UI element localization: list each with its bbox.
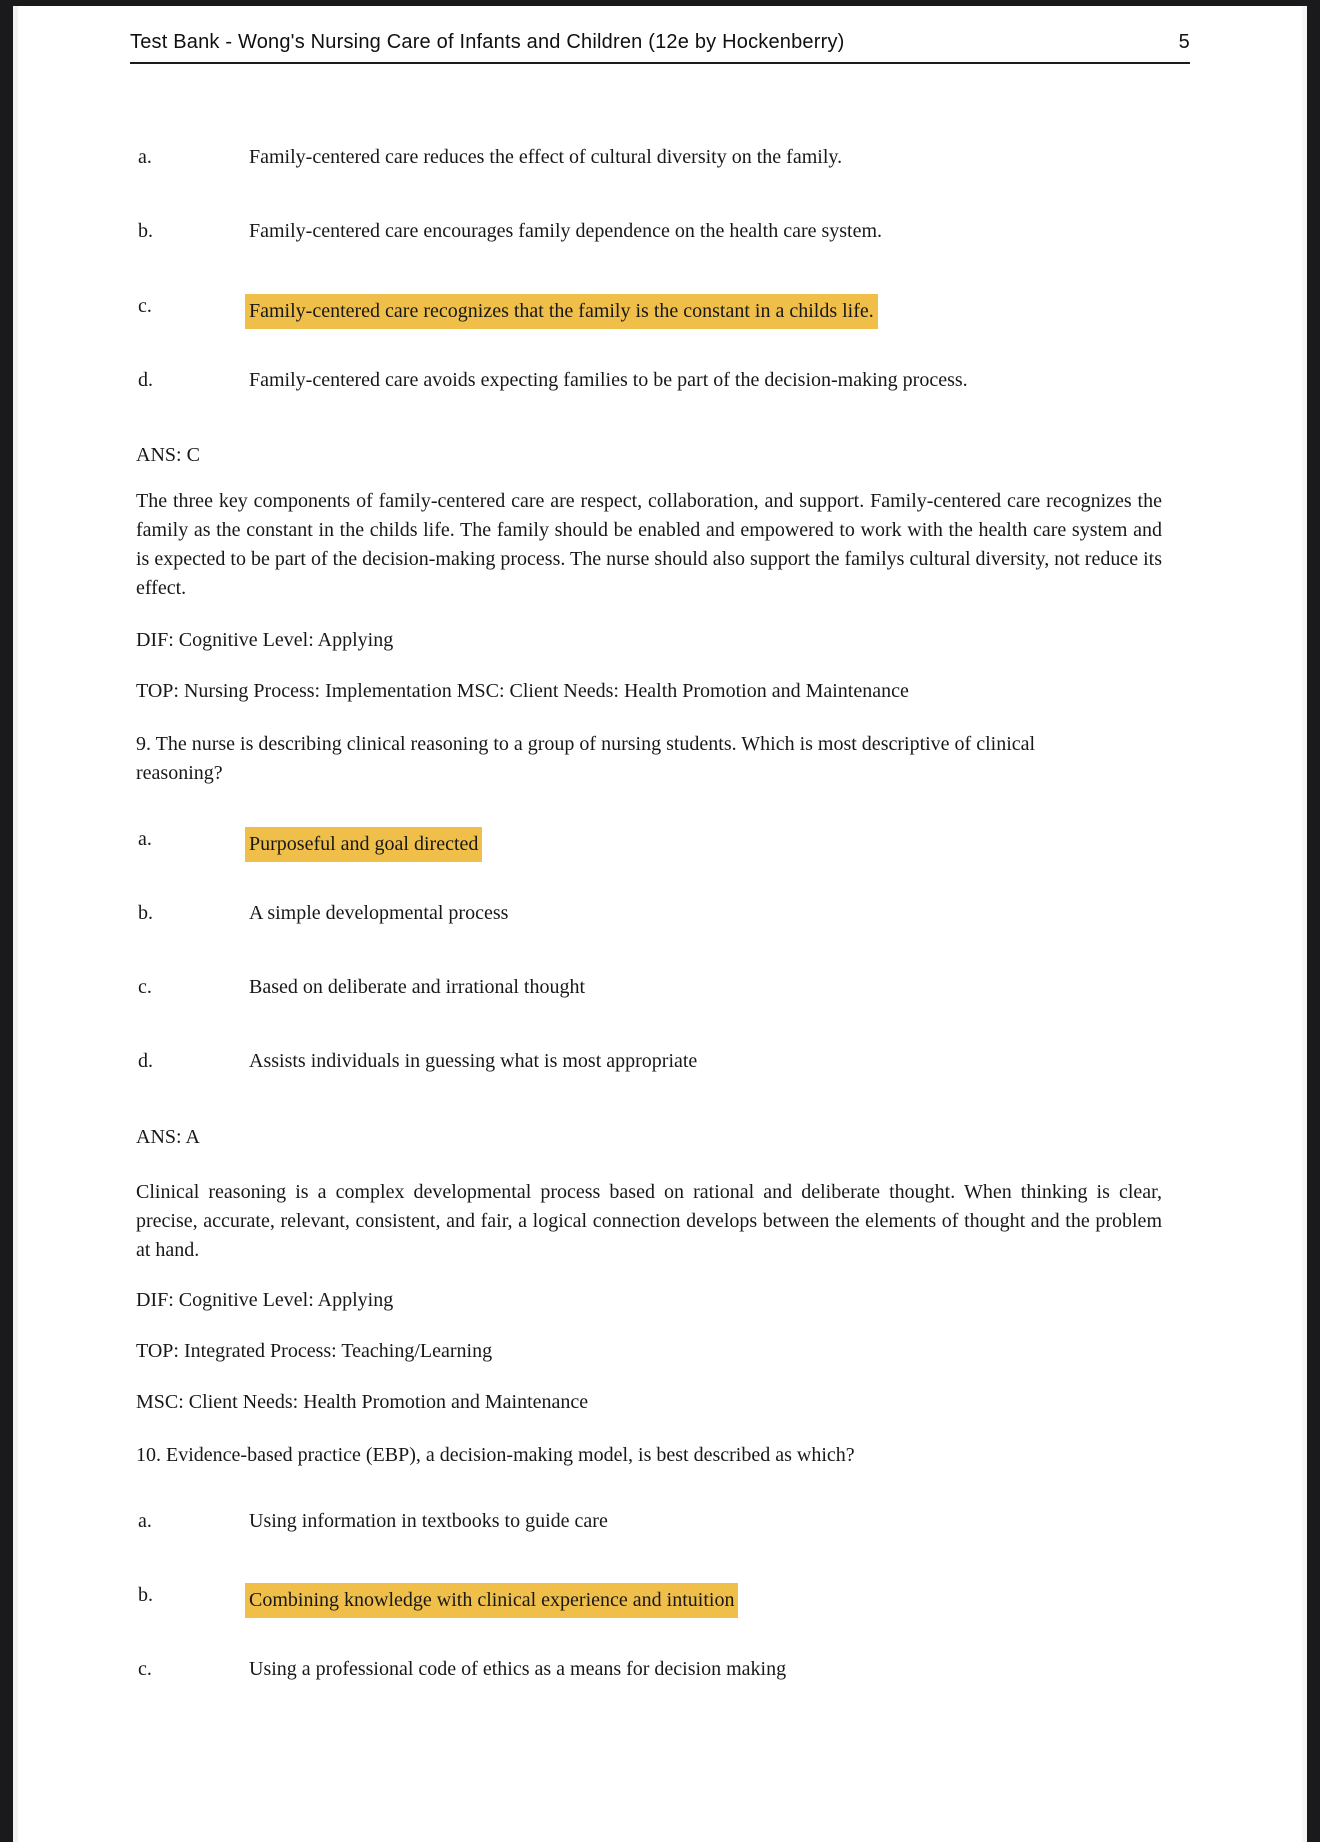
option-text: A simple developmental process: [249, 902, 509, 924]
option-text: Using information in textbooks to guide care: [249, 1510, 608, 1532]
answer-line: ANS: C: [136, 444, 200, 466]
msc-line: MSC: Client Needs: Health Promotion and Maintenance: [136, 1391, 589, 1413]
option-letter: d.: [138, 369, 153, 391]
option-text: Assists individuals in guessing what is most appropriate: [249, 1050, 698, 1072]
option-letter: d.: [138, 1050, 153, 1072]
page-number-label: 5: [1178, 31, 1190, 53]
option-text: Using a professional code of ethics as a means for decision making: [249, 1658, 787, 1680]
option-text: Family-centered care reduces the effect of cultural diversity on the family.: [249, 146, 843, 168]
rationale-paragraph: The three key components of family-centered care are respect, collaboration, and support. Family-centered care recognizes the family as the constant in the childs life. The family should be enabled and empowered to work with the health care system and is expected to be part of the decision-making process. The nurse should also support the familys cultural diversity, not reduce its effect.: [136, 490, 1162, 599]
top-edge-bar: [0, 0, 1320, 6]
header-title: Test Bank - Wong's Nursing Care of Infants and Children (12e by Hockenberry): [130, 31, 845, 53]
answer-option-row: [0, 1583, 1320, 1609]
option-letter: a.: [138, 146, 152, 168]
answer-option-row: [0, 294, 1320, 320]
answer-option-row: [0, 1049, 1320, 1075]
option-text: Family-centered care avoids expecting families to be part of the decision-making process.: [249, 369, 968, 391]
answer-option-row: [0, 827, 1320, 853]
option-letter: a.: [138, 1510, 152, 1532]
option-text: Based on deliberate and irrational thought: [249, 976, 586, 998]
dif-line: DIF: Cognitive Level: Applying: [136, 1289, 394, 1311]
top-line: TOP: Integrated Process: Teaching/Learning: [136, 1340, 493, 1362]
option-letter: c.: [138, 976, 152, 998]
header-rule: [130, 62, 1190, 64]
option-text: Purposeful and goal directed: [245, 827, 482, 862]
option-text: Family-centered care encourages family dependence on the health care system.: [249, 220, 883, 242]
answer-option-row: [0, 219, 1320, 245]
question-stem: 10. Evidence-based practice (EBP), a decision-making model, is best described as which?: [136, 1444, 855, 1466]
answer-line: ANS: A: [136, 1126, 200, 1148]
answer-option-row: [0, 975, 1320, 1001]
option-letter: b.: [138, 220, 153, 242]
question-stem: 9. The nurse is describing clinical reasoning to a group of nursing students. Which is most descriptive of clinical reasoning?: [136, 733, 1036, 784]
option-letter: a.: [138, 828, 152, 850]
option-text: Family-centered care recognizes that the family is the constant in a childs life.: [245, 294, 878, 329]
dif-line: DIF: Cognitive Level: Applying: [136, 629, 394, 651]
page-header: [130, 31, 1190, 54]
answer-option-row: [0, 901, 1320, 927]
option-text: Combining knowledge with clinical experience and intuition: [245, 1583, 738, 1618]
answer-option-row: [0, 145, 1320, 171]
answer-option-row: [0, 1657, 1320, 1683]
option-letter: c.: [138, 295, 152, 317]
answer-option-row: [0, 1509, 1320, 1535]
answer-option-row: [0, 368, 1320, 394]
top-msc-line: TOP: Nursing Process: Implementation MSC: Client Needs: Health Promotion and Maintenance: [136, 680, 909, 702]
option-letter: c.: [138, 1658, 152, 1680]
rationale-paragraph: Clinical reasoning is a complex developmental process based on rational and deliberate thought. When thinking is clear, precise, accurate, relevant, consistent, and fair, a logical connection develops between the elements of thought and the problem at hand.: [136, 1181, 1162, 1261]
option-letter: b.: [138, 902, 153, 924]
option-letter: b.: [138, 1584, 153, 1606]
